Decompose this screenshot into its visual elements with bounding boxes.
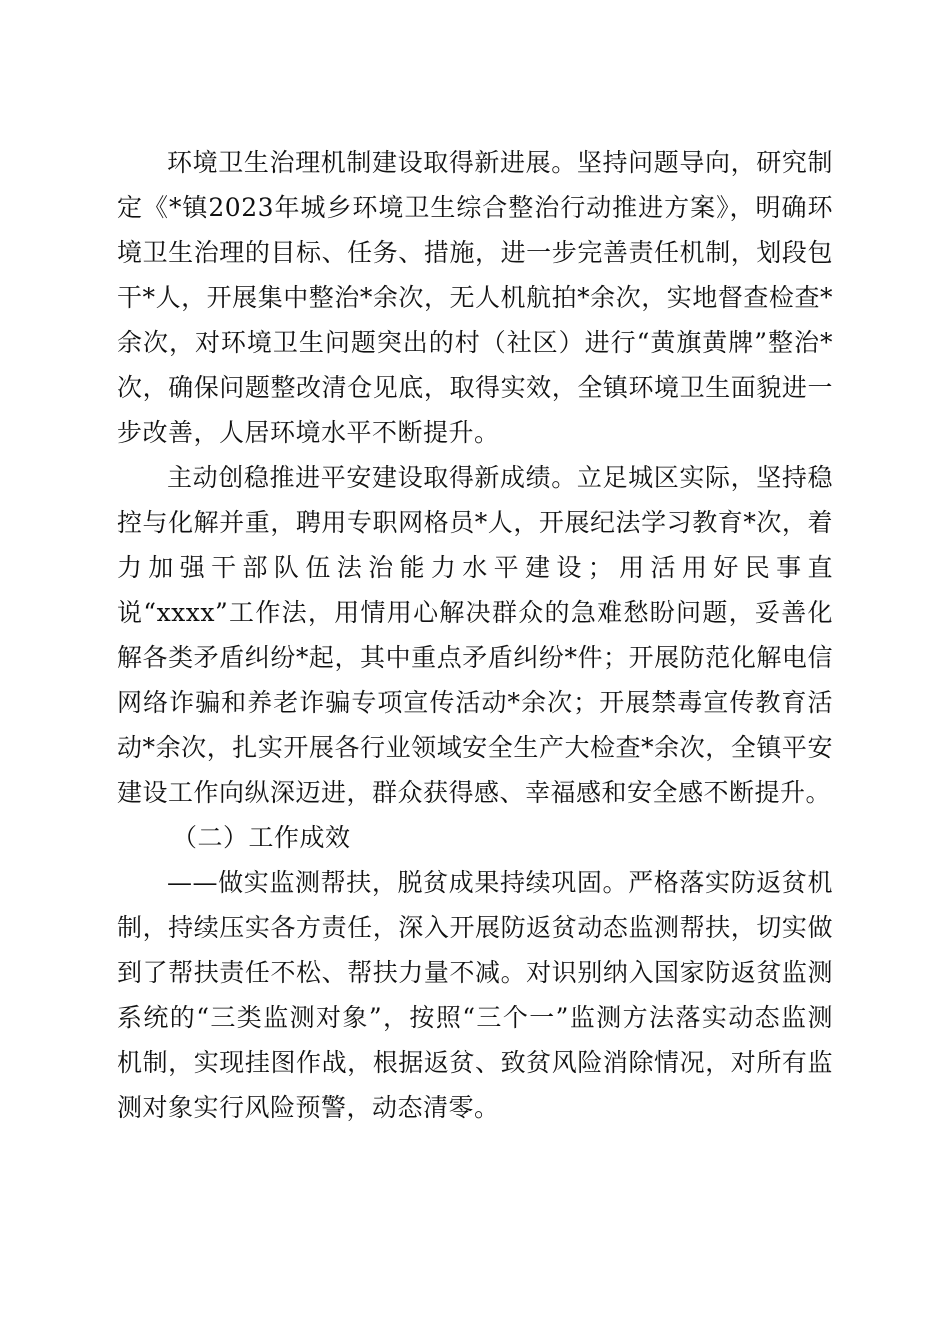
section-heading: （二）工作成效 xyxy=(172,823,351,852)
paragraph-safety-construction: 主动创稳推进平安建设取得新成绩。立足城区实际，坚持稳控与化解并重，聘用专职网格员*人，开展纪法学习教育*次，着力加强干部队伍法治能力水平建设；用活用好民事直说“xxxx”工作法，用情用心解决群众的急难愁盼问题，妥善化解各类矛盾纠纷*起，其中重点矛盾纠纷*件；开展防范化解电信网络诈骗和养老诈骗专项宣传活动*余次；开展禁毒宣传教育活动*余次，扎实开展各行业领域安全生产大检查*余次，全镇平安建设工作向纵深迈进，群众获得感、幸福感和安全感不断提升。 xyxy=(117,463,833,807)
document-page xyxy=(117,140,833,1130)
paragraph-environment-governance: 环境卫生治理机制建设取得新进展。坚持问题导向，研究制定《*镇2023年城乡环境卫生综合整治行动推进方案》，明确环境卫生治理的目标、任务、措施，进一步完善责任机制，划段包干*人，开展集中整治*余次，无人机航拍*余次，实地督查检查*余次，对环境卫生问题突出的村（社区）进行“黄旗黄牌”整治*次，确保问题整改清仓见底，取得实效，全镇环境卫生面貌进一步改善，人居环境水平不断提升。 xyxy=(117,148,833,447)
paragraph-monitoring-assistance: ——做实监测帮扶，脱贫成果持续巩固。严格落实防返贫机制，持续压实各方责任，深入开展防返贫动态监测帮扶，切实做到了帮扶责任不松、帮扶力量不减。对识别纳入国家防返贫监测系统的“三类监测对象”，按照“三个一”监测方法落实动态监测机制，实现挂图作战，根据返贫、致贫风险消除情况，对所有监测对象实行风险预警，动态清零。 xyxy=(117,868,833,1122)
